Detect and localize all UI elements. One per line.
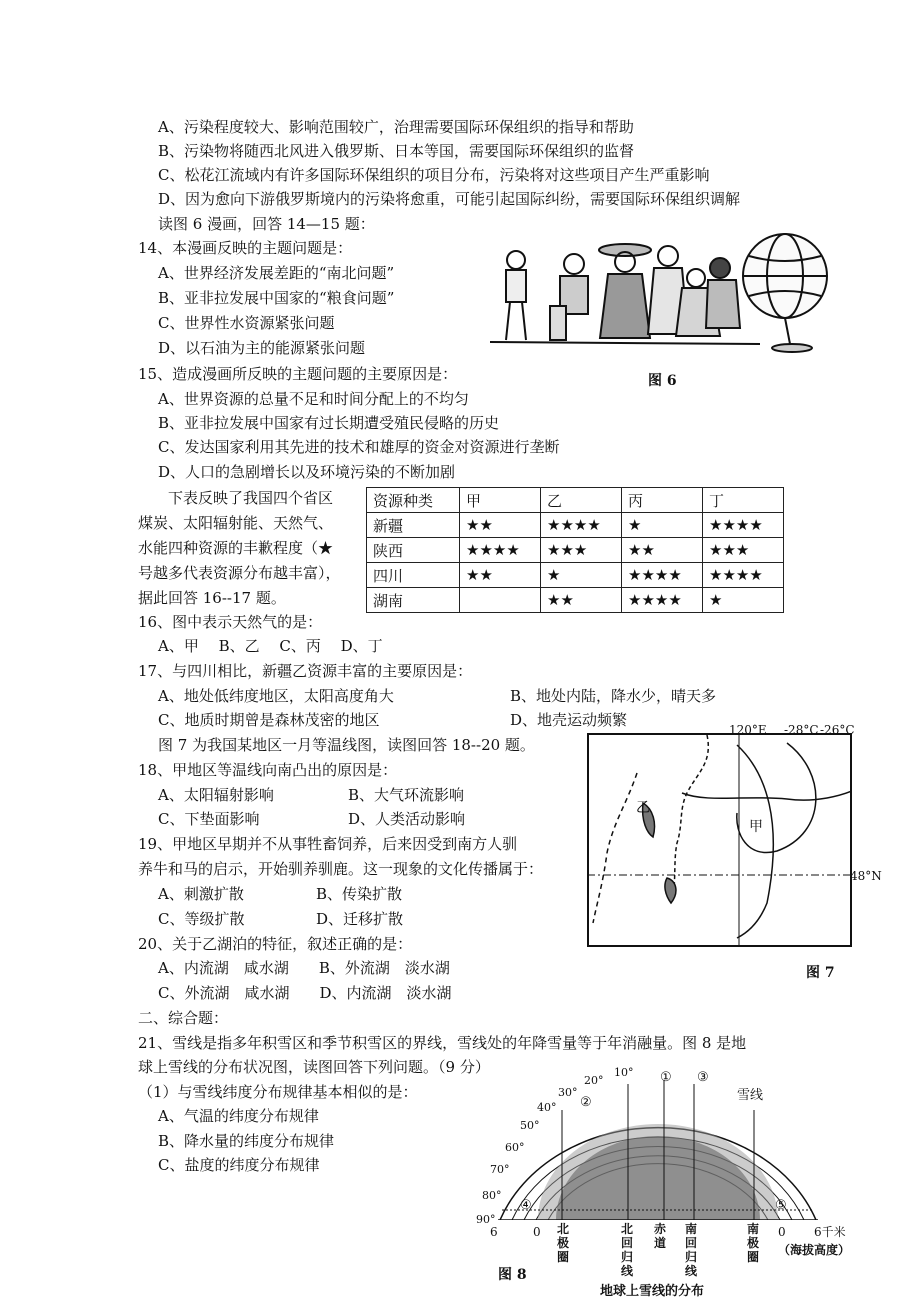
- table-cell: 四川: [367, 563, 460, 588]
- fig8-marker-1: ①: [660, 1070, 672, 1085]
- q19-option-c: C、等级扩散: [158, 910, 245, 928]
- q16-options: A、甲 B、乙 C、丙 D、丁: [158, 637, 383, 655]
- table-cell: ★★★★: [703, 513, 784, 538]
- table-cell: [460, 588, 541, 613]
- fig8-lat-80: 80°: [482, 1189, 502, 1202]
- table-cell: ★: [622, 513, 703, 538]
- q18-option-a: A、太阳辐射影响: [158, 786, 274, 804]
- q21-sub1-option-b: B、降水量的纬度分布规律: [158, 1132, 335, 1150]
- fig8-lat-50: 50°: [520, 1119, 540, 1132]
- table-intro-3: 水能四种资源的丰歉程度（★: [138, 539, 334, 557]
- table-row: [367, 513, 784, 538]
- fig8-lat-90: 90°: [476, 1213, 496, 1226]
- table-intro-5: 据此回答 16--17 题。: [138, 589, 286, 607]
- fig8-marker-4: ④: [520, 1198, 532, 1213]
- table-cell: 陕西: [367, 538, 460, 563]
- q21-sub1-stem: （1）与雪线纬度分布规律基本相似的是：: [138, 1083, 418, 1101]
- fig8-lat-30: 30°: [558, 1086, 578, 1099]
- q15-stem: 15、造成漫画所反映的主题问题的主要原因是：: [138, 365, 458, 383]
- q21-stem-1: 21、雪线是指多年积雪区和季节积雪区的界线，雪线处的年降雪量等于年消融量。图 8 是地: [138, 1034, 747, 1052]
- q15-option-b: B、亚非拉发展中国家有过长期遭受殖民侵略的历史: [158, 414, 500, 432]
- q17-stem: 17、与四川相比，新疆乙资源丰富的主要原因是：: [138, 662, 473, 680]
- fig8-marker-3: ③: [697, 1070, 709, 1085]
- table-header-cell: 乙: [541, 488, 622, 513]
- q16-stem: 16、图中表示天然气的是：: [138, 613, 323, 631]
- q18-option-b: B、大气环流影响: [348, 786, 465, 804]
- fig7-lake-label: 乙: [636, 800, 650, 816]
- table-row: [367, 538, 784, 563]
- q18-option-d: D、人类活动影响: [348, 810, 466, 828]
- fig8-lat-10: 10°: [614, 1066, 634, 1079]
- fig8-scale-left-6: 6: [490, 1225, 498, 1239]
- fig8-zone-tropic-cancer: 北回归线: [621, 1222, 634, 1278]
- fig8-height-note: （海拔高度）: [778, 1243, 851, 1257]
- table-cell: ★★: [460, 513, 541, 538]
- q14-option-d: D、以石油为主的能源紧张问题: [158, 339, 366, 357]
- q19-stem-1: 19、甲地区早期并不从事牲畜饲养，后来因受到南方人驯: [138, 835, 518, 853]
- fig8-caption: 图 8: [498, 1267, 527, 1283]
- table-cell: ★: [541, 563, 622, 588]
- table-cell: ★★★★: [622, 563, 703, 588]
- table-header-cell: 资源种类: [367, 488, 460, 513]
- q19-stem-2: 养牛和马的启示，开始驯养驯鹿。这一现象的文化传播属于：: [138, 860, 544, 878]
- fig8-scale-left-0: 0: [533, 1225, 541, 1239]
- q20-options-ab: A、内流湖 咸水湖 B、外流湖 淡水湖: [158, 959, 450, 977]
- fig8-snowline-label: 雪线: [737, 1088, 764, 1103]
- q14-option-c: C、世界性水资源紧张问题: [158, 314, 335, 332]
- fig7-isotherm-label-2: -26°C: [820, 723, 855, 737]
- q21-sub1-option-c: C、盐度的纬度分布规律: [158, 1156, 320, 1174]
- fig8-marker-5: ⑤: [775, 1198, 787, 1213]
- fig8-lat-40: 40°: [537, 1101, 557, 1114]
- table-cell: ★★★: [541, 538, 622, 563]
- q17-option-d: D、地壳运动频繁: [510, 711, 628, 729]
- fig7-lon-label: 120°E: [729, 723, 767, 737]
- table-header-cell: 丙: [622, 488, 703, 513]
- fig8-zone-tropic-capricorn: 南回归线: [685, 1222, 698, 1278]
- table-header-cell: 甲: [460, 488, 541, 513]
- table-intro-1: 下表反映了我国四个省区: [168, 489, 334, 507]
- table-header-row: [367, 488, 784, 513]
- table-cell: ★★★: [703, 538, 784, 563]
- q14-stem: 14、本漫画反映的主题问题是：: [138, 239, 353, 257]
- fig8-zone-equator: 赤道: [654, 1222, 667, 1250]
- fig6-instruction: 读图 6 漫画，回答 14—15 题：: [158, 215, 375, 233]
- fig7-caption: 图 7: [806, 965, 835, 981]
- fig8-scale-right-0: 0: [778, 1225, 786, 1239]
- table-cell: ★★★★: [622, 588, 703, 613]
- table-cell: ★★: [622, 538, 703, 563]
- resource-table: [366, 487, 784, 613]
- table-header-cell: 丁: [703, 488, 784, 513]
- fig7-isotherm-label-1: -28°C: [784, 723, 819, 737]
- q21-sub1-option-a: A、气温的纬度分布规律: [158, 1107, 319, 1125]
- table-cell: ★★★★: [460, 538, 541, 563]
- fig7-region-label: 甲: [749, 819, 763, 835]
- q20-stem: 20、关于乙湖泊的特征，叙述正确的是：: [138, 935, 413, 953]
- table-cell: 新疆: [367, 513, 460, 538]
- q17-option-a: A、地处低纬度地区，太阳高度角大: [158, 687, 394, 705]
- fig7-instruction: 图 7 为我国某地区一月等温线图，读图回答 18--20 题。: [158, 736, 535, 754]
- table-cell: ★★: [460, 563, 541, 588]
- q13-option-a: A、污染程度较大、影响范围较广，治理需要国际环保组织的指导和帮助: [158, 118, 634, 136]
- q20-options-cd: C、外流湖 咸水湖 D、内流湖 淡水湖: [158, 984, 452, 1002]
- fig8-zone-arctic-circle: 北极圈: [557, 1222, 570, 1264]
- fig8-marker-2: ②: [580, 1095, 592, 1110]
- fig7-lat-label: 48°N: [850, 869, 882, 883]
- q17-option-c: C、地质时期曾是森林茂密的地区: [158, 711, 380, 729]
- q13-option-d: D、因为愈向下游俄罗斯境内的污染将愈重，可能引起国际纠纷，需要国际环保组织调解: [158, 190, 741, 208]
- q15-option-c: C、发达国家利用其先进的技术和雄厚的资金对资源进行垄断: [158, 438, 560, 456]
- q19-option-a: A、刺激扩散: [158, 885, 244, 903]
- q19-option-b: B、传染扩散: [316, 885, 403, 903]
- q15-option-a: A、世界资源的总量不足和时间分配上的不均匀: [158, 390, 469, 408]
- section-2-heading: 二、综合题：: [138, 1009, 229, 1027]
- table-intro-2: 煤炭、太阳辐射能、天然气、: [138, 514, 334, 532]
- q13-option-b: B、污染物将随西北风进入俄罗斯、日本等国，需要国际环保组织的监督: [158, 142, 635, 160]
- table-cell: ★★: [541, 588, 622, 613]
- q14-option-a: A、世界经济发展差距的“南北问题”: [158, 264, 395, 282]
- fig8-lat-20: 20°: [584, 1074, 604, 1087]
- fig8-scale-right-6: 6千米: [814, 1225, 846, 1239]
- fig7-map-lines: [587, 733, 852, 947]
- fig6-caption: 图 6: [648, 373, 677, 389]
- fig8-lat-70: 70°: [490, 1163, 510, 1176]
- table-intro-4: 号越多代表资源分布越丰富），: [138, 564, 341, 582]
- q19-option-d: D、迁移扩散: [316, 910, 404, 928]
- q18-option-c: C、下垫面影响: [158, 810, 260, 828]
- table-cell: ★★★★: [541, 513, 622, 538]
- fig8-zone-antarctic-circle: 南极圈: [747, 1222, 760, 1264]
- q15-option-d: D、人口的急剧增长以及环境污染的不断加剧: [158, 463, 456, 481]
- table-cell: ★: [703, 588, 784, 613]
- table-cell: 湖南: [367, 588, 460, 613]
- fig8-lat-60: 60°: [505, 1141, 525, 1154]
- table-row: [367, 563, 784, 588]
- table-cell: ★★★★: [703, 563, 784, 588]
- q14-option-b: B、亚非拉发展中国家的“粮食问题”: [158, 289, 395, 307]
- q17-option-b: B、地处内陆，降水少，晴天多: [510, 687, 717, 705]
- q21-stem-2: 球上雪线的分布状况图，读图回答下列问题。（9 分）: [138, 1058, 490, 1076]
- q18-stem: 18、甲地区等温线向南凸出的原因是：: [138, 761, 398, 779]
- fig6-cartoon: [490, 228, 845, 356]
- fig8-title: 地球上雪线的分布: [600, 1284, 705, 1299]
- table-row: [367, 588, 784, 613]
- q13-option-c: C、松花江流域内有许多国际环保组织的项目分布，污染将对这些项目产生严重影响: [158, 166, 710, 184]
